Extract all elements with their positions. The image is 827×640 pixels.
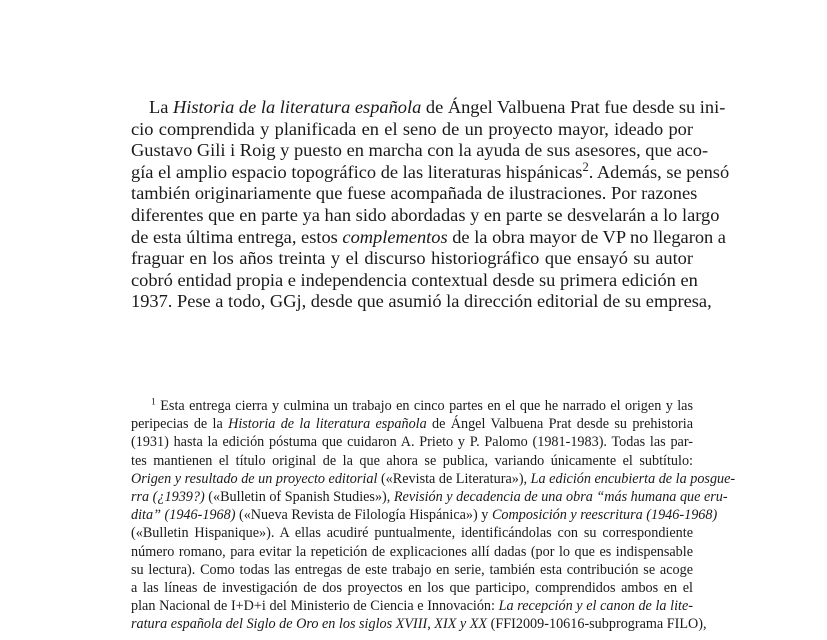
body-line: de esta última entrega, estos complementos de la obra mayor de VP no llegaron a (131, 226, 726, 247)
body-line: cio comprendida y planificada en el seno de un proyecto mayor, ideado por (131, 118, 693, 139)
footnote-marker: 2 (582, 159, 589, 174)
footnote-line: tes mantienen el título original de la que ahora se publica, variando únicamente el subtítulo: (131, 452, 693, 469)
body-paragraph (131, 97, 730, 313)
body-line: cobró entidad propia e independencia contextual desde su primera edición en (131, 269, 698, 290)
footnote-line: plan Nacional de I+D+i del Ministerio de Ciencia e Innovación: La recepción y el canon de la lite- (131, 598, 694, 615)
footnote-line: Origen y resultado de un proyecto editorial («Revista de Literatura»), La edición encubierta de la posgue- (131, 470, 736, 487)
footnote (131, 396, 736, 633)
body-line: también originariamente que fuese acompañada de ilustraciones. Por razones (131, 183, 698, 204)
body-line: diferentes que en parte ya han sido abordadas y en parte se desvelarán a lo largo (131, 204, 720, 225)
footnote-line: rra (¿1939?) («Bulletin of Spanish Studies»), Revisión y decadencia de una obra “más humana que eru- (131, 488, 728, 505)
footnote-line: número romano, para evitar la repetición de explicaciones allí dadas (por lo que es indispensable (131, 543, 693, 560)
footnote-line: su lectura). Como todas las entregas de este trabajo en serie, también esta contribución se acoge (131, 561, 693, 578)
footnote-line: a las líneas de investigación de dos proyectos en los que participo, comprendidos ambos en el (131, 579, 693, 596)
footnote-line: dita” (1946-1968) («Nueva Revista de Filología Hispánica») y Composición y reescritura (1946-1968) (131, 507, 718, 524)
footnote-number: 1 (151, 396, 156, 408)
footnote-line: peripecias de la Historia de la literatura española de Ángel Valbuena Prat desde su prehistoria (131, 416, 693, 433)
body-line: fraguar en los años treinta y el discurso historiográfico que ensayó su autor (131, 248, 693, 269)
body-line: 1937. Pese a todo, GGj, desde que asumió la dirección editorial de su empresa, (131, 291, 712, 312)
footnote-line: («Bulletin Hispanique»). A ellas acudiré puntualmente, identificándolas con su correspondiente (131, 525, 693, 542)
footnote-line: $^1$ Esta entrega cierra y culmina un trabajo en cinco partes en el que he narrado el origen y las (151, 396, 693, 414)
footnote-line: ratura española del Siglo de Oro en los siglos XVIII, XIX y XX (FFI2009-10616-subprograma FILO), (131, 616, 707, 633)
body-line: Gustavo Gili i Roig y puesto en marcha con la ayuda de sus asesores, que aco- (131, 140, 709, 161)
body-line: La Historia de la literatura española de Ángel Valbuena Prat fue desde su ini- (149, 97, 726, 117)
footnote-line: (1931) hasta la edición póstuma que cuidaron A. Prieto y P. Palomo (1981-1983). Todas las par- (131, 434, 693, 451)
body-line: gía el amplio espacio topográfico de las literaturas hispánicas$^2$. Además, se pensó (131, 159, 730, 182)
